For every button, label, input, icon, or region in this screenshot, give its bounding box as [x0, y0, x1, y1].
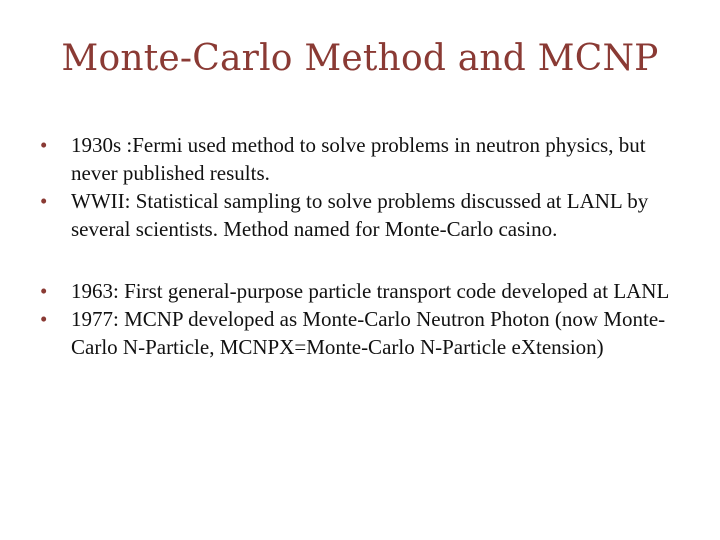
bullet-item-wwii: [40, 187, 690, 243]
bullet-marker: •: [40, 279, 48, 303]
bullet-marker: •: [40, 133, 48, 157]
bullet-item-1977: [40, 305, 690, 361]
slide-title: Monte-Carlo Method and MCNP: [61, 38, 659, 79]
bullet-item-1963: [40, 277, 690, 305]
bullet-text: WWII: Statistical sampling to solve problems discussed at LANL by several scientists. Method named for Monte-Carlo casino.: [71, 189, 649, 241]
bullet-group-spacer: [40, 243, 690, 277]
bullet-text: 1963: First general-purpose particle transport code developed at LANL: [71, 279, 670, 303]
bullet-marker: •: [40, 189, 48, 213]
bullet-list: [40, 131, 690, 361]
bullet-item-1930s: [40, 131, 690, 187]
bullet-text: 1977: MCNP developed as Monte-Carlo Neutron Photon (now Monte-Carlo N-Particle, MCNPX=Monte-Carlo N-Particle eXtension): [71, 307, 666, 359]
bullet-marker: •: [40, 307, 48, 331]
bullet-text: 1930s :Fermi used method to solve problems in neutron physics, but never published results.: [71, 133, 646, 185]
